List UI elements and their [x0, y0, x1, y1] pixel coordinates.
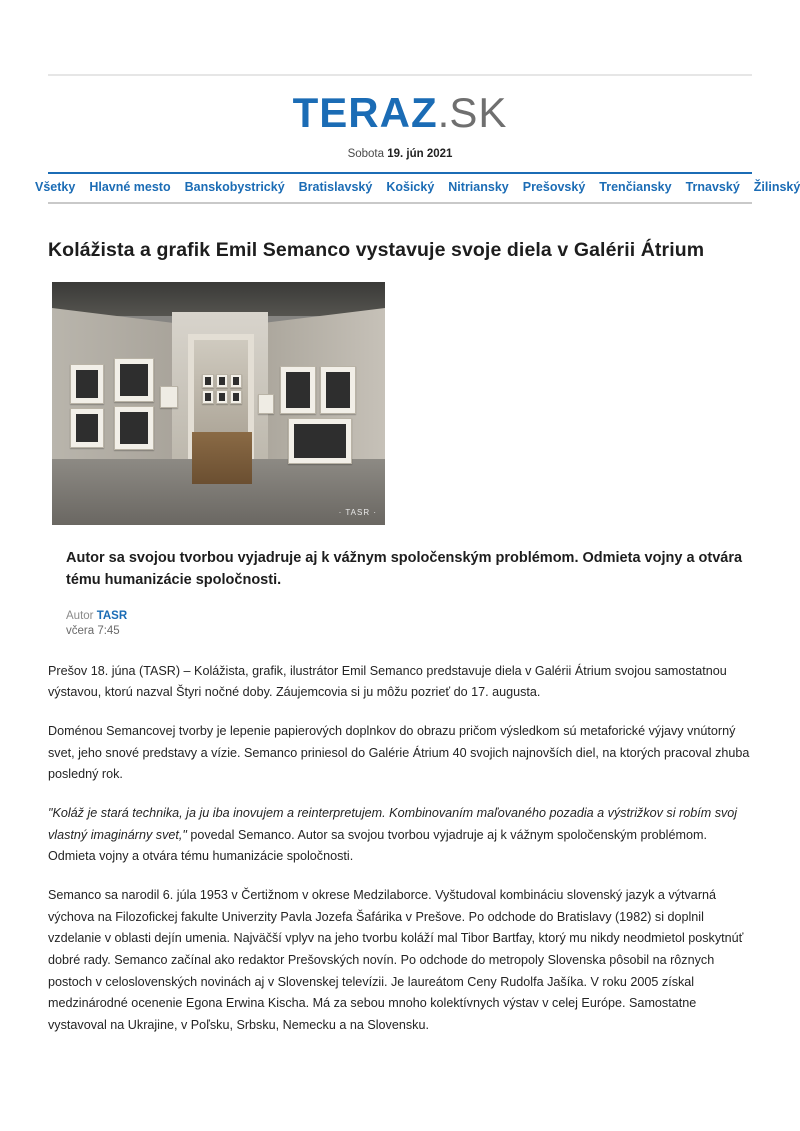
nav-item-nitriansky[interactable]: Nitriansky: [448, 180, 509, 194]
photo-floor-wood: [192, 432, 252, 484]
gallery-photo: [52, 282, 385, 525]
article-body: [48, 661, 752, 1037]
photo-artwork-frame: [288, 418, 352, 464]
photo-label-card: [160, 386, 178, 408]
logo-text-main: TERAZ: [292, 89, 438, 136]
photo-artwork-frame: [230, 374, 242, 388]
article-quote-text: "Koláž je stará technika, ja ju iba inovujem a reinterpretujem. Kombinovaním maľovaného pozadia a výstrižkov si robím svoj vlastný imaginárny svet,": [48, 805, 738, 842]
site-header: [0, 0, 800, 174]
nav-item-zilinsky[interactable]: Žilinský: [753, 180, 800, 194]
photo-artwork-frame: [70, 364, 104, 404]
nav-item-trnavsky[interactable]: Trnavský: [685, 180, 740, 194]
article-paragraph: Doménou Semancovej tvorby je lepenie papierových doplnkov do obrazu pričom výsledkom sú metaforické výjavy vnútorný svet, jeho snové predstavy a vízie. Semanco priniesol do Galérie Átrium 40 svojich najnovších diel, na ktorých pracoval zhuba posledný rok.: [48, 723, 750, 782]
article-quote-paragraph: [48, 803, 752, 868]
header-top-divider: [48, 74, 752, 76]
photo-artwork-frame: [202, 390, 214, 404]
photo-artwork-frame: [216, 390, 228, 404]
article-image: [52, 282, 385, 525]
nav-horizontal-scrollbar[interactable]: [48, 202, 752, 204]
dateline-weekday: Sobota: [347, 148, 385, 160]
photo-label-card: [258, 394, 274, 414]
nav-item-kosicky[interactable]: Košický: [386, 180, 435, 194]
photo-artwork-frame: [114, 406, 154, 450]
logo-text-dot: .: [437, 89, 450, 136]
page-title: Kolážista a grafik Emil Semanco vystavuje svoje diela v Galérii Átrium: [48, 239, 705, 261]
nav-item-trenciansky[interactable]: Trenčiansky: [599, 180, 672, 194]
nav-item-banskobystricky[interactable]: Banskobystrický: [184, 180, 285, 194]
article-lead: Autor sa svojou tvorbou vyjadruje aj k vážnym spoločenským problémom. Odmieta vojny a otvára tému humanizácie spoločnosti.: [66, 549, 743, 589]
dateline: [0, 148, 800, 160]
region-nav-items: [35, 180, 800, 194]
photo-artwork-frame: [202, 374, 214, 388]
nav-item-bratislavsky[interactable]: Bratislavský: [298, 180, 373, 194]
article-timestamp: včera 7:45: [66, 624, 120, 637]
region-nav: [0, 174, 800, 204]
nav-item-vsetky[interactable]: Všetky: [35, 180, 76, 194]
byline: [66, 610, 752, 622]
logo-text-suffix: SK: [449, 89, 508, 136]
nav-item-presovsky[interactable]: Prešovský: [522, 180, 586, 194]
nav-item-hlavne-mesto[interactable]: Hlavné mesto: [89, 180, 171, 194]
byline-label: Autor: [66, 609, 94, 622]
article-paragraph: Semanco sa narodil 6. júla 1953 v Čertižnom v okrese Medzilaborce. Vyštudoval kombináciu slovenský jazyk a výtvarná výchova na Filozofickej fakulte Univerzity Pavla Jozefa Šafárika v Prešove. Po odchode do Bratislavy (1982) si doplnil vzdelanie v oblasti dejín umenia. Najväčší vplyv na jeho tvorbu koláží mal Tibor Bartfay, ktorý mu nikdy neodmietol poskytnúť dobré rady. Semanco začínal ako redaktor Prešovských novín. Po odchode do metropoly Slovenska pôsobil na rôznych postoch v celoslovenských novinách aj v Slovenskej televízii. Je laureátom Ceny Rudolfa Jašíka. V roku 2005 získal medzinárodné ocenenie Egona Erwina Kischa. Má za sebou mnoho kolektívnych výstav v celej Európe. Samostatne vystavoval na Ukrajine, v Poľsku, Srbsku, Nemecku a na Slovensku.: [48, 887, 744, 1032]
article: [0, 238, 800, 1037]
site-logo[interactable]: [0, 89, 800, 136]
photo-ceiling: [52, 282, 385, 316]
photo-artwork-frame: [320, 366, 356, 414]
photo-watermark: · TASR ·: [338, 507, 377, 517]
photo-artwork-frame: [70, 408, 104, 448]
photo-artwork-frame: [280, 366, 316, 414]
photo-artwork-frame: [114, 358, 154, 402]
article-quote-tail: povedal Semanco. Autor sa svojou tvorbou vyjadruje aj k vážnym spoločenským problémom. Odmieta vojny a otvára tému humanizácie spoločnosti.: [48, 827, 707, 864]
byline-author[interactable]: TASR: [96, 609, 128, 622]
article-paragraph: Prešov 18. júna (TASR) – Kolážista, grafik, ilustrátor Emil Semanco predstavuje diela v Galérii Átrium svojou samostatnou výstavou, ktorú nazval Štyri nočné doby. Záujemcovia si ju môžu pozrieť do 17. augusta.: [48, 663, 727, 700]
photo-artwork-frame: [216, 374, 228, 388]
dateline-date: 19. jún 2021: [387, 148, 453, 160]
photo-artwork-frame: [230, 390, 242, 404]
